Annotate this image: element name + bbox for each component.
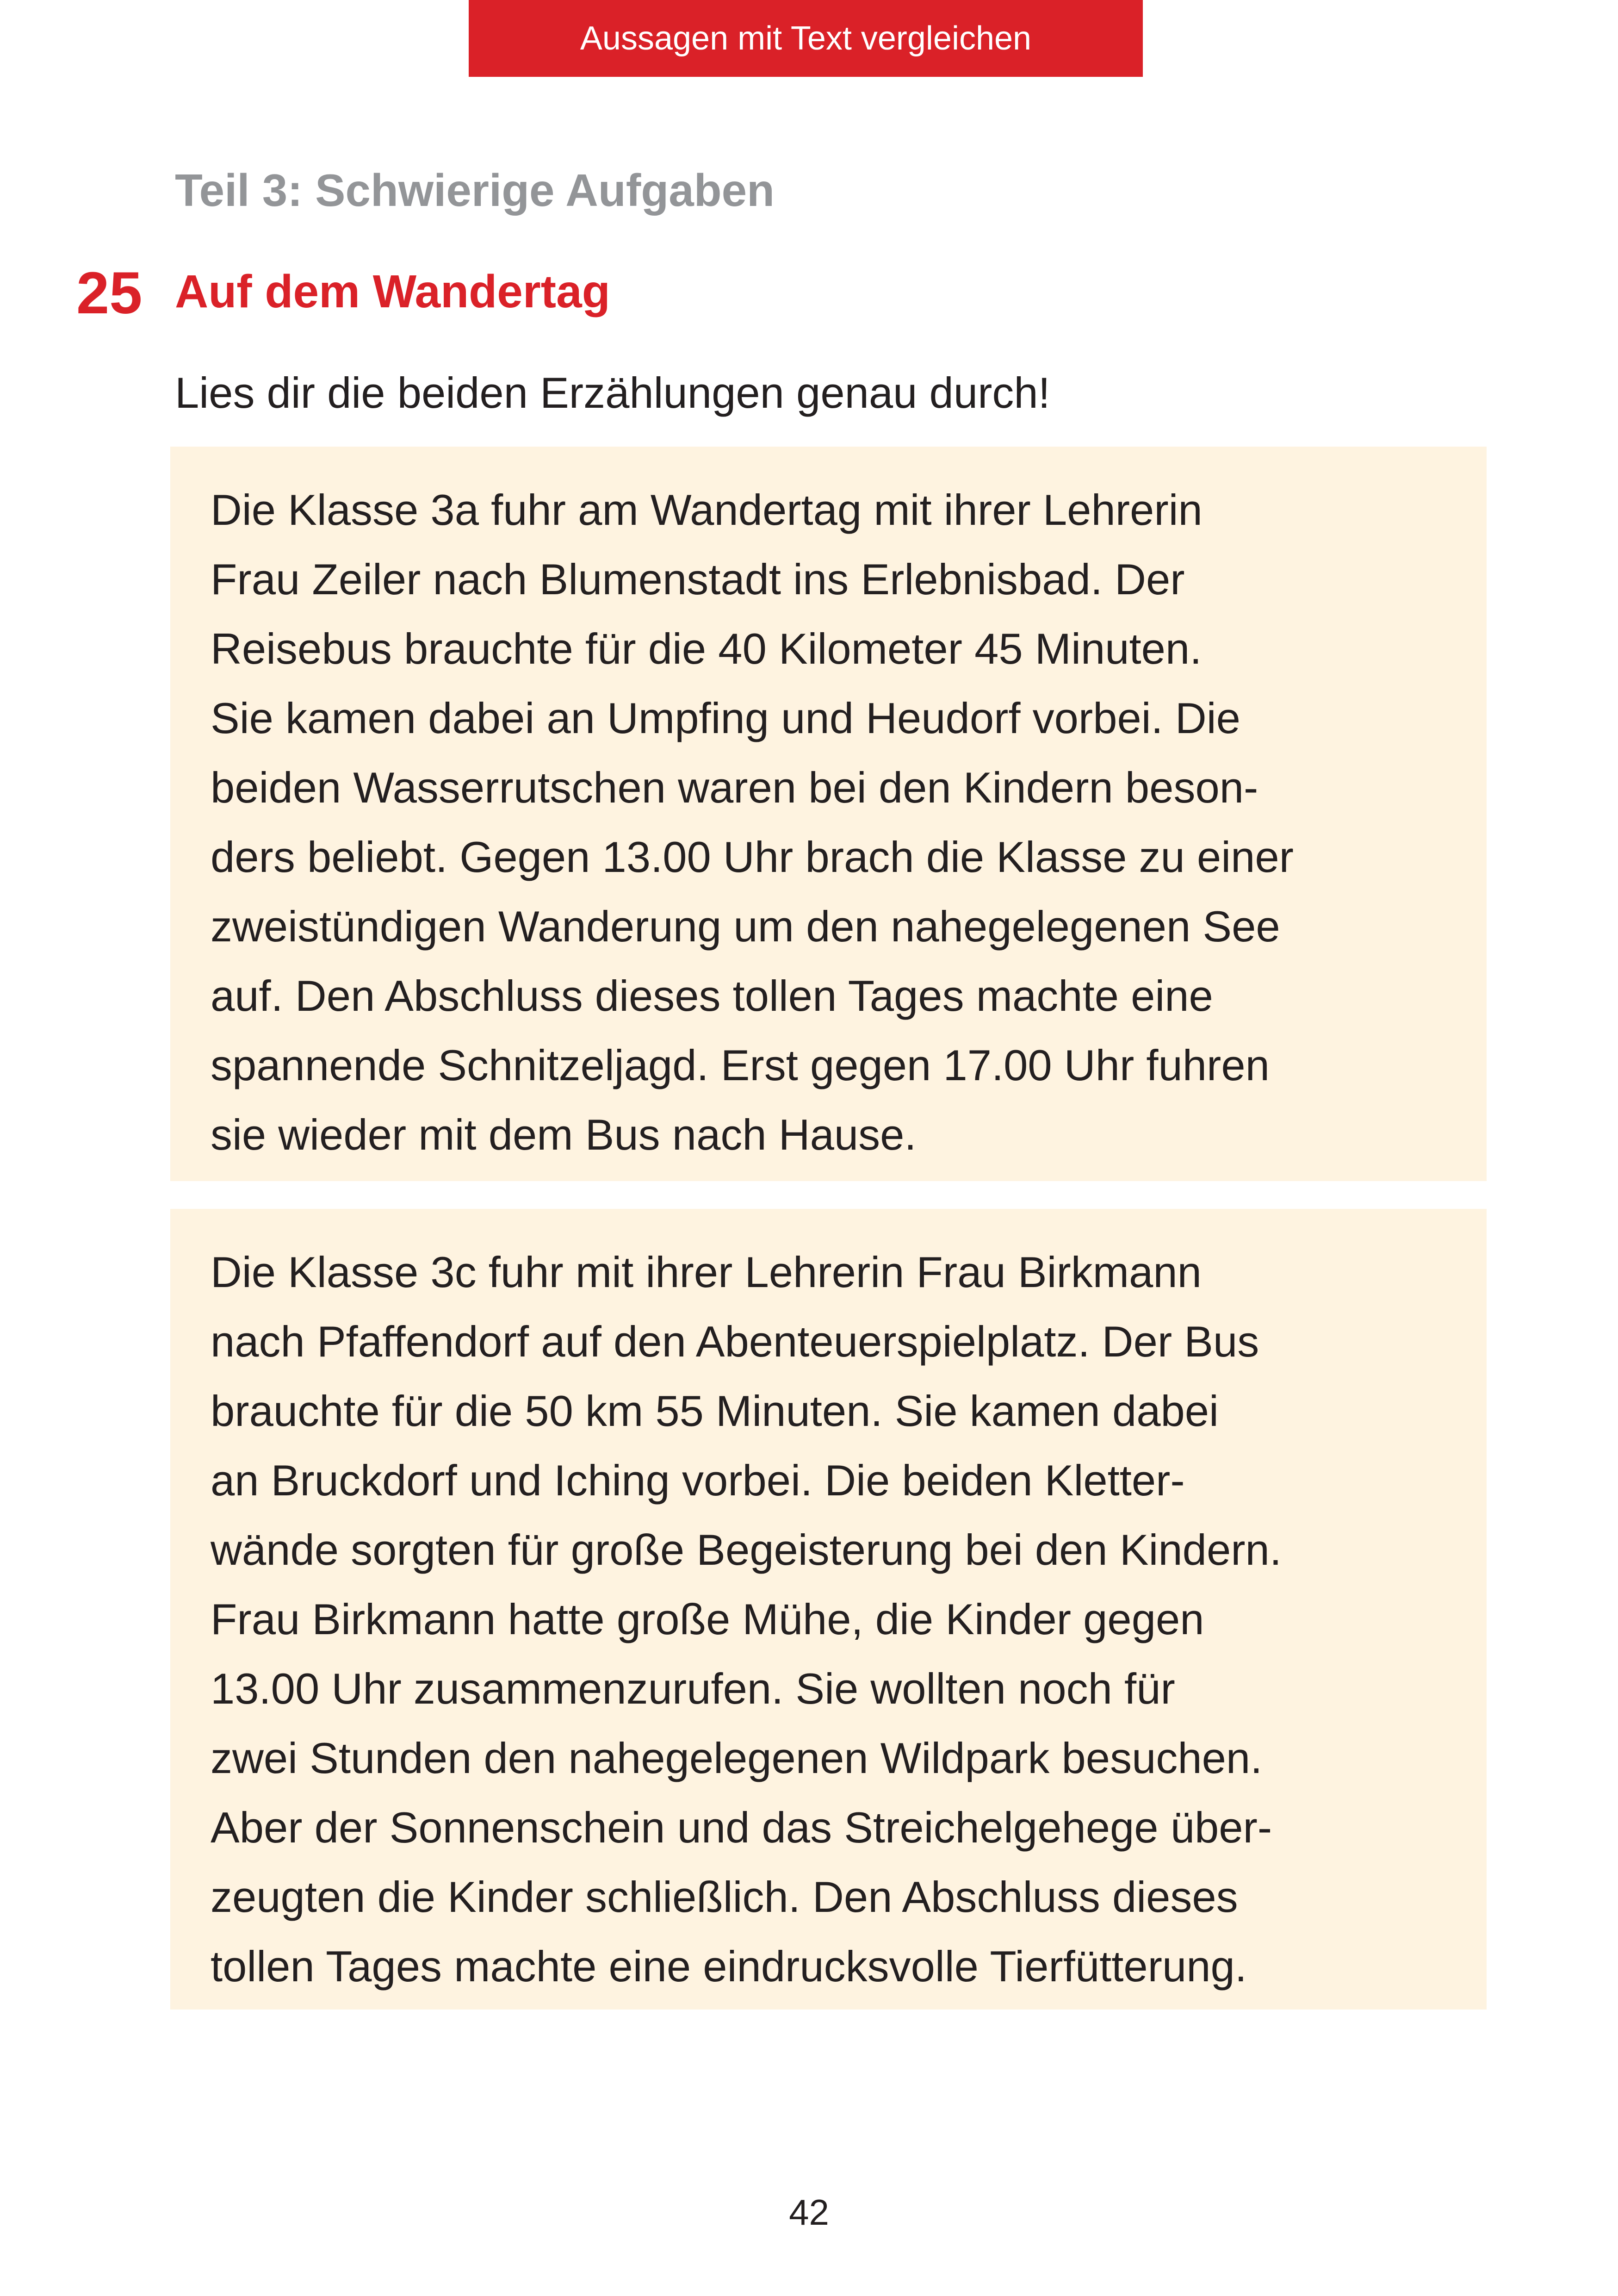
story-line: 13.00 Uhr zusammenzurufen. Sie wollten noch für [211,1664,1175,1713]
section-title: Teil 3: Schwierige Aufgaben [175,165,775,216]
story-line: beiden Wasserrutschen waren bei den Kindern beson- [211,763,1258,812]
chapter-banner-label: Aussagen mit Text vergleichen [580,20,1032,57]
task-number: 25 [76,260,143,326]
story-line: zwei Stunden den nahegelegenen Wildpark besuchen. [211,1734,1263,1782]
task-title: Auf dem Wandertag [175,266,610,317]
story-line: wände sorgten für große Begeisterung bei den Kindern. [211,1525,1282,1574]
story-line: Frau Zeiler nach Blumenstadt ins Erlebnisbad. Der [211,555,1185,604]
story-line: Frau Birkmann hatte große Mühe, die Kinder gegen [211,1595,1204,1643]
story-line: auf. Den Abschluss dieses tollen Tages machte eine [211,971,1213,1020]
story-line: Die Klasse 3c fuhr mit ihrer Lehrerin Frau Birkmann [211,1248,1202,1296]
story-line: Die Klasse 3a fuhr am Wandertag mit ihrer Lehrerin [211,485,1203,534]
story-box-class-3c [170,1209,1487,2010]
story-line: an Bruckdorf und Iching vorbei. Die beiden Kletter- [211,1456,1185,1505]
story-line: zeugten die Kinder schließlich. Den Abschluss dieses [211,1873,1238,1921]
page-number: 42 [789,2192,829,2233]
story-line: brauchte für die 50 km 55 Minuten. Sie kamen dabei [211,1387,1219,1435]
story-line: Aber der Sonnenschein und das Streichelgehege über- [211,1803,1272,1852]
story-line: Reisebus brauchte für die 40 Kilometer 45 Minuten. [211,624,1202,673]
story-line: sie wieder mit dem Bus nach Hause. [211,1110,917,1159]
story-box-class-3a [170,447,1487,1181]
task-instruction: Lies dir die beiden Erzählungen genau durch! [175,368,1050,417]
story-line: spannende Schnitzeljagd. Erst gegen 17.00 Uhr fuhren [211,1041,1270,1089]
chapter-banner [469,0,1143,77]
story-line: Sie kamen dabei an Umpfing und Heudorf vorbei. Die [211,694,1240,742]
story-line: zweistündigen Wanderung um den nahegelegenen See [211,902,1280,951]
story-line: tollen Tages machte eine eindrucksvolle Tierfütterung. [211,1942,1247,1991]
story-line: ders beliebt. Gegen 13.00 Uhr brach die Klasse zu einer [211,833,1294,881]
story-line: nach Pfaffendorf auf den Abenteuerspielplatz. Der Bus [211,1317,1259,1366]
